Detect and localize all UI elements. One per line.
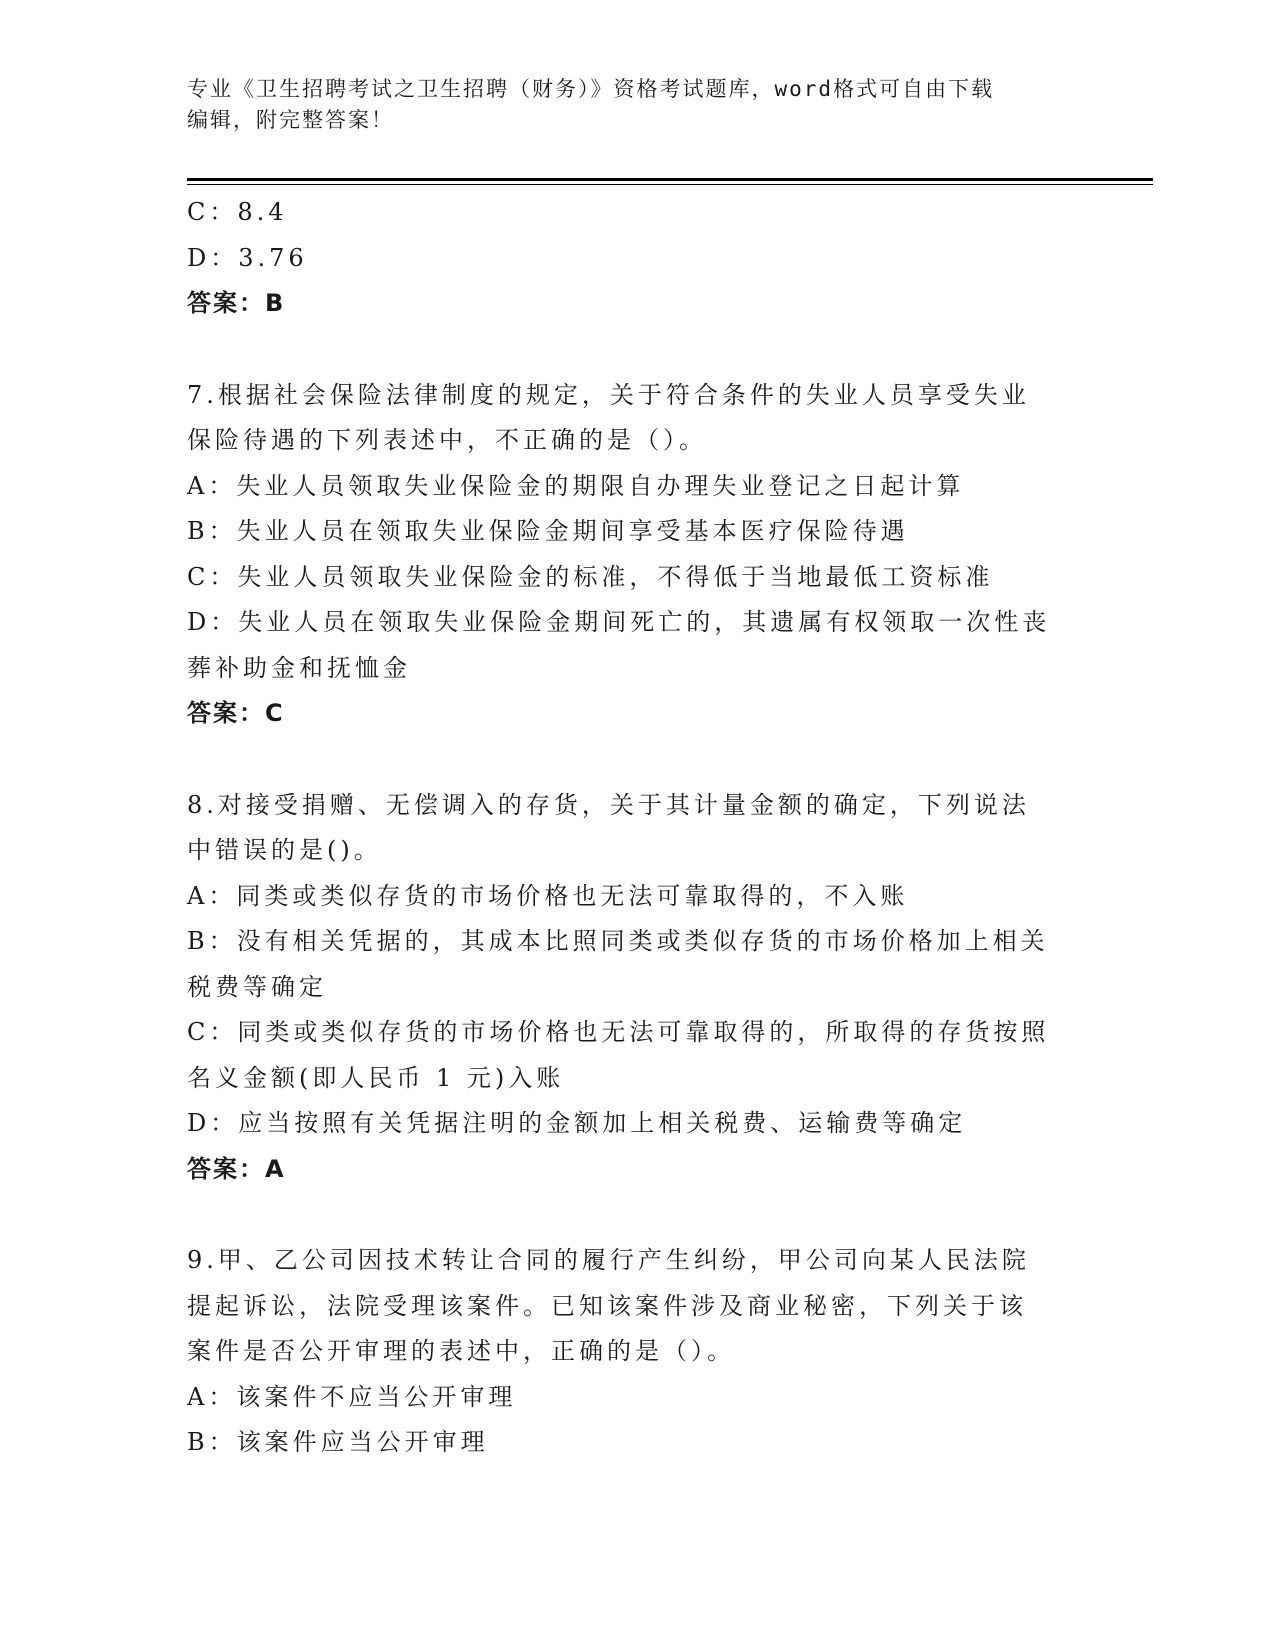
option-b: B：失业人员在领取失业保险金期间享受基本医疗保险待遇	[187, 517, 909, 545]
option-d: D：应当按照有关凭据注明的金额加上相关税费、运输费等确定	[187, 1109, 967, 1137]
document-body	[187, 190, 1087, 1466]
question-stem: 保险待遇的下列表述中，不正确的是（）。	[187, 426, 707, 454]
question-stem: 案件是否公开审理的表述中，正确的是（）。	[187, 1337, 735, 1365]
header-divider-thin	[187, 184, 1153, 185]
option-c: C：同类或类似存货的市场价格也无法可靠取得的，所取得的存货按照	[187, 1018, 1050, 1046]
header-divider	[187, 178, 1153, 181]
option-d-continued: 葬补助金和抚恤金	[187, 653, 411, 682]
question-6-remnant	[187, 190, 1087, 327]
header-line-1: 专业《卫生招聘考试之卫生招聘（财务）》资格考试题库，word格式可自由下载	[187, 77, 995, 101]
question-stem: 中错误的是()。	[187, 836, 382, 864]
option-c: C：失业人员领取失业保险金的标准，不得低于当地最低工资标准	[187, 562, 994, 591]
answer-line: 答案：B	[187, 289, 286, 317]
answer-line: 答案：C	[187, 699, 285, 727]
option-c: C：8.4	[187, 198, 288, 226]
document-header	[187, 74, 1087, 136]
option-b-continued: 税费等确定	[187, 972, 327, 1001]
question-8	[187, 783, 1087, 1193]
option-a: A：失业人员领取失业保险金的期限自办理失业登记之日起计算	[187, 471, 965, 500]
question-stem: 9.甲、乙公司因技术转让合同的履行产生纠纷，甲公司向某人民法院	[187, 1246, 1030, 1274]
option-b: B：没有相关凭据的，其成本比照同类或类似存货的市场价格加上相关	[187, 927, 1049, 955]
option-a: A：该案件不应当公开审理	[187, 1382, 517, 1411]
question-7	[187, 373, 1087, 737]
question-9	[187, 1238, 1087, 1466]
question-stem: 8.对接受捐赠、无偿调入的存货，关于其计量金额的确定，下列说法	[187, 790, 1030, 819]
option-d: D：失业人员在领取失业保险金期间死亡的，其遗属有权领取一次性丧	[187, 608, 1051, 636]
option-a: A：同类或类似存货的市场价格也无法可靠取得的，不入账	[187, 881, 909, 910]
question-stem: 提起诉讼，法院受理该案件。已知该案件涉及商业秘密，下列关于该	[187, 1291, 1027, 1320]
answer-line: 答案：A	[187, 1154, 286, 1183]
option-d: D：3.76	[187, 243, 308, 272]
header-line-2: 编辑，附完整答案！	[187, 108, 394, 132]
option-b: B：该案件应当公开审理	[187, 1428, 489, 1456]
option-c-continued: 名义金额(即人民币 1 元)入账	[187, 1063, 565, 1092]
question-stem: 7.根据社会保险法律制度的规定，关于符合条件的失业人员享受失业	[187, 380, 1030, 409]
